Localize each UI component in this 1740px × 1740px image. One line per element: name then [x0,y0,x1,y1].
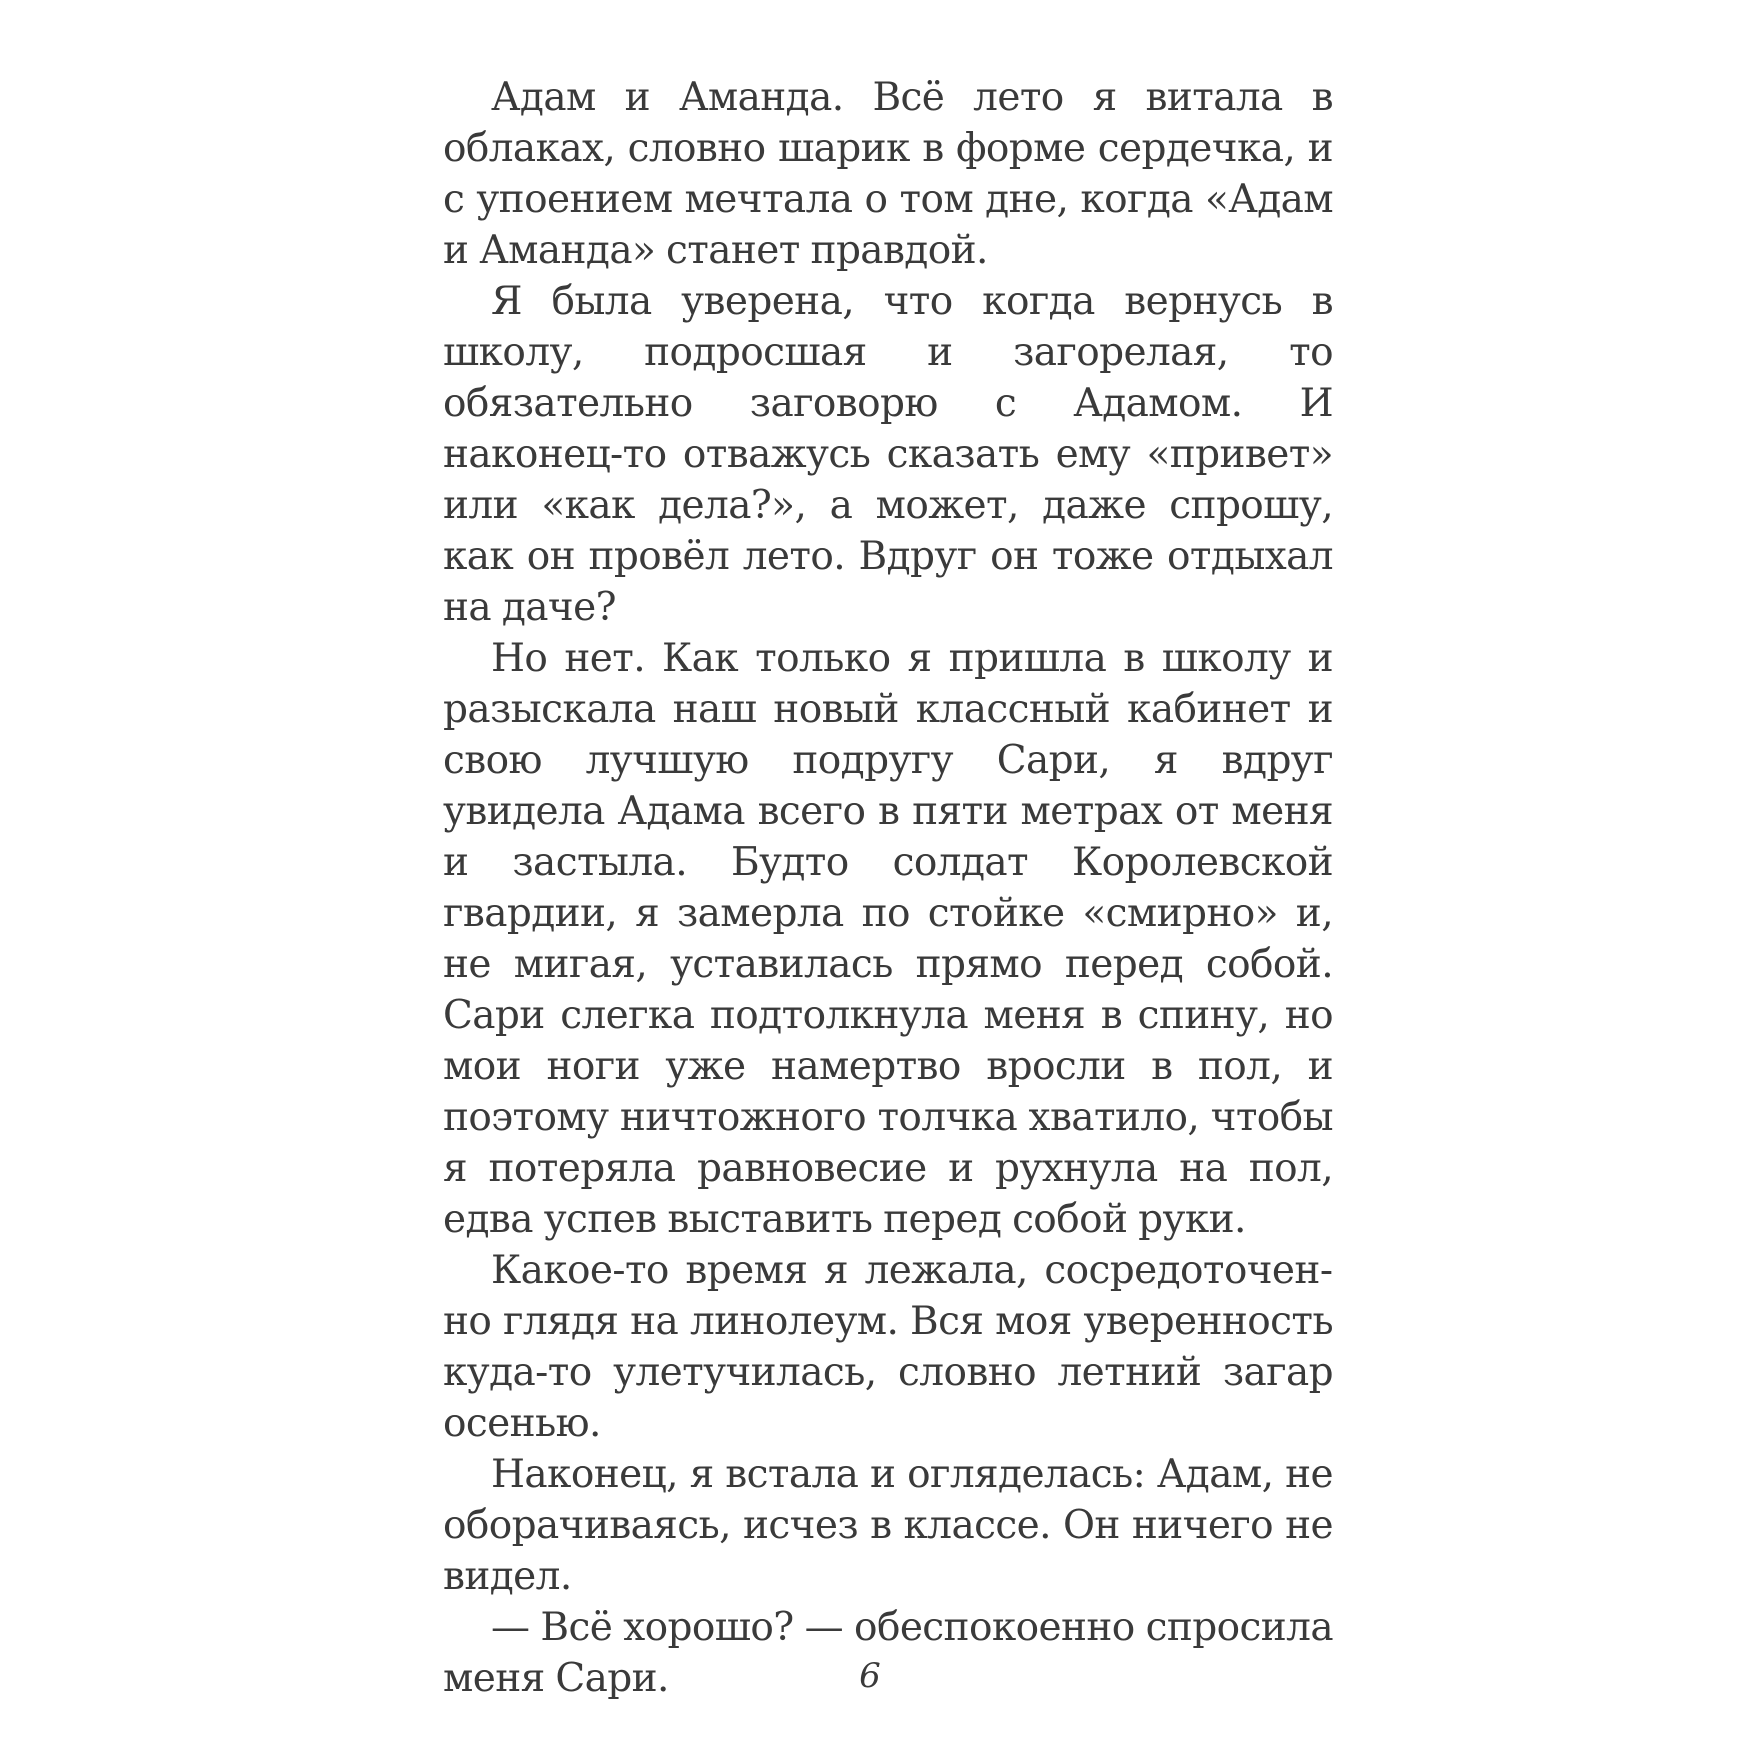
page-number: 6 [859,1656,881,1696]
paragraph-3: Но нет. Как только я пришла в школу и разыскала наш новый классный кабинет и свою лучшую подругу Сари, я вдруг увидела Адама всего в пяти метрах от меня и застыла. Будто солдат Королевской гвардии, я замерла по стойке «смирно» и, не мигая, уставилась прямо перед собой. Сари слегка подтолкнула меня в спину, но мои ноги уже намертво вросли в пол, и поэтому ничтожного толчка хватило, чтобы я потеряла равновесие и рухнула на пол, едва успев выставить перед собой руки. [443,636,1333,1242]
paragraph-2: Я была уверена, что когда вернусь в школу, подросшая и загорелая, то обязательно заговорю с Адамом. И наконец-то отважусь сказать ему «привет» или «как дела?», а может, даже спрошу, как он провёл лето. Вдруг он тоже отдыхал на даче? [443,279,1333,630]
body-text [443,72,1333,1704]
paragraph-5: Наконец, я встала и огляделась: Адам, не оборачиваясь, исчез в классе. Он ничего не видел. [443,1452,1333,1599]
paragraph-4: Какое-то время я лежала, сосредоточенно глядя на линолеум. Вся моя уверенность куда-то улетучилась, словно летний загар осенью. [443,1248,1333,1446]
paragraph-6-dialogue: — Всё хорошо? — обеспокоенно спросила меня Сари. [443,1605,1333,1701]
paragraph-1: Адам и Аманда. Всё лето я витала в облаках, словно шарик в форме сердечка, и с упоением мечтала о том дне, когда «Адам и Аманда» станет правдой. [443,75,1333,273]
